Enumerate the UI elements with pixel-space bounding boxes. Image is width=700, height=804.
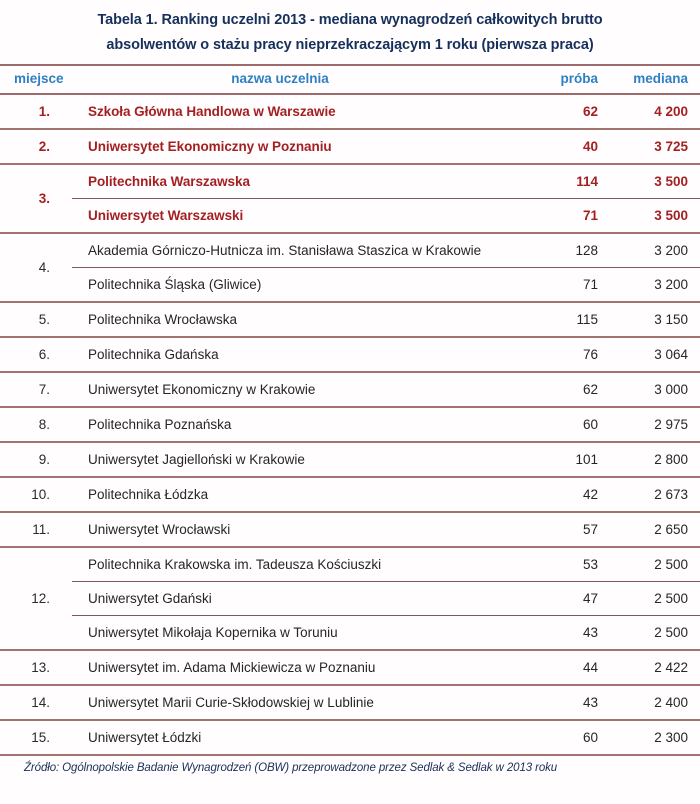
cell-rank: 3. — [0, 164, 72, 233]
table-row — [0, 199, 700, 234]
cell-university-name: Uniwersytet im. Adama Mickiewicza w Poznaniu — [72, 650, 530, 685]
cell-sample-size: 40 — [530, 129, 608, 164]
cell-median-salary: 2 975 — [608, 407, 700, 442]
column-header-rank: miejsce — [0, 65, 72, 94]
table-title-line-2: absolwentów o stażu pracy nieprzekraczającym 1 roku (pierwsza praca) — [106, 37, 594, 53]
table-title — [0, 0, 700, 64]
cell-university-name: Uniwersytet Łódzki — [72, 720, 530, 754]
table-row — [0, 94, 700, 129]
cell-sample-size: 115 — [530, 302, 608, 337]
cell-median-salary: 3 150 — [608, 302, 700, 337]
cell-sample-size: 114 — [530, 164, 608, 199]
ranking-table — [0, 64, 700, 754]
cell-median-salary: 2 300 — [608, 720, 700, 754]
cell-sample-size: 43 — [530, 685, 608, 720]
cell-university-name: Politechnika Warszawska — [72, 164, 530, 199]
cell-university-name: Uniwersytet Mikołaja Kopernika w Toruniu — [72, 616, 530, 651]
cell-rank: 2. — [0, 129, 72, 164]
cell-sample-size: 71 — [530, 268, 608, 303]
cell-university-name: Akademia Górniczo-Hutnicza im. Stanisława Staszica w Krakowie — [72, 233, 530, 268]
cell-rank: 1. — [0, 94, 72, 129]
cell-university-name: Uniwersytet Marii Curie-Skłodowskiej w Lublinie — [72, 685, 530, 720]
cell-rank: 15. — [0, 720, 72, 754]
cell-sample-size: 62 — [530, 94, 608, 129]
cell-rank: 14. — [0, 685, 72, 720]
cell-university-name: Uniwersytet Jagielloński w Krakowie — [72, 442, 530, 477]
cell-median-salary: 2 650 — [608, 512, 700, 547]
source-note: Źródło: Ogólnopolskie Badanie Wynagrodzeń (OBW) przeprowadzone przez Sedlak & Sedlak w 2013 roku — [24, 762, 558, 774]
cell-rank: 9. — [0, 442, 72, 477]
cell-median-salary: 3 064 — [608, 337, 700, 372]
cell-sample-size: 71 — [530, 199, 608, 234]
cell-university-name: Uniwersytet Wrocławski — [72, 512, 530, 547]
cell-sample-size: 57 — [530, 512, 608, 547]
table-title-line-1: Tabela 1. Ranking uczelni 2013 - mediana wynagrodzeń całkowitych brutto — [97, 12, 603, 28]
cell-rank: 12. — [0, 547, 72, 650]
table-row — [0, 547, 700, 582]
cell-university-name: Politechnika Śląska (Gliwice) — [72, 268, 530, 303]
table-row — [0, 302, 700, 337]
cell-rank: 6. — [0, 337, 72, 372]
cell-median-salary: 2 500 — [608, 582, 700, 616]
column-header-name: nazwa uczelnia — [72, 65, 530, 94]
table-row — [0, 233, 700, 268]
header-row — [0, 65, 700, 94]
cell-university-name: Politechnika Wrocławska — [72, 302, 530, 337]
cell-university-name: Politechnika Poznańska — [72, 407, 530, 442]
cell-median-salary: 3 000 — [608, 372, 700, 407]
cell-sample-size: 47 — [530, 582, 608, 616]
cell-median-salary: 2 422 — [608, 650, 700, 685]
cell-rank: 10. — [0, 477, 72, 512]
table-row — [0, 407, 700, 442]
cell-median-salary: 2 400 — [608, 685, 700, 720]
cell-sample-size: 43 — [530, 616, 608, 651]
cell-median-salary: 3 200 — [608, 233, 700, 268]
cell-university-name: Uniwersytet Ekonomiczny w Krakowie — [72, 372, 530, 407]
cell-sample-size: 53 — [530, 547, 608, 582]
cell-median-salary: 2 673 — [608, 477, 700, 512]
cell-median-salary: 2 500 — [608, 616, 700, 651]
cell-median-salary: 3 500 — [608, 199, 700, 234]
cell-university-name: Politechnika Gdańska — [72, 337, 530, 372]
table-row — [0, 442, 700, 477]
column-header-median: mediana — [608, 65, 700, 94]
cell-rank: 7. — [0, 372, 72, 407]
table-row — [0, 164, 700, 199]
table-row — [0, 720, 700, 754]
cell-sample-size: 44 — [530, 650, 608, 685]
cell-median-salary: 3 725 — [608, 129, 700, 164]
table-row — [0, 372, 700, 407]
cell-university-name: Szkoła Główna Handlowa w Warszawie — [72, 94, 530, 129]
cell-sample-size: 76 — [530, 337, 608, 372]
cell-university-name: Politechnika Krakowska im. Tadeusza Kościuszki — [72, 547, 530, 582]
cell-median-salary: 4 200 — [608, 94, 700, 129]
table-row — [0, 477, 700, 512]
table-row — [0, 616, 700, 651]
cell-sample-size: 42 — [530, 477, 608, 512]
cell-university-name: Uniwersytet Gdański — [72, 582, 530, 616]
cell-median-salary: 2 500 — [608, 547, 700, 582]
cell-sample-size: 62 — [530, 372, 608, 407]
column-header-sample: próba — [530, 65, 608, 94]
table-body — [0, 94, 700, 754]
cell-rank: 5. — [0, 302, 72, 337]
cell-median-salary: 3 500 — [608, 164, 700, 199]
table-row — [0, 650, 700, 685]
cell-median-salary: 2 800 — [608, 442, 700, 477]
cell-sample-size: 128 — [530, 233, 608, 268]
table-row — [0, 512, 700, 547]
cell-rank: 8. — [0, 407, 72, 442]
table-row — [0, 129, 700, 164]
cell-sample-size: 101 — [530, 442, 608, 477]
cell-university-name: Politechnika Łódzka — [72, 477, 530, 512]
table-row — [0, 582, 700, 616]
cell-rank: 4. — [0, 233, 72, 302]
cell-sample-size: 60 — [530, 407, 608, 442]
cell-university-name: Uniwersytet Ekonomiczny w Poznaniu — [72, 129, 530, 164]
cell-median-salary: 3 200 — [608, 268, 700, 303]
table-row — [0, 337, 700, 372]
cell-rank: 13. — [0, 650, 72, 685]
cell-sample-size: 60 — [530, 720, 608, 754]
cell-rank: 11. — [0, 512, 72, 547]
table-row — [0, 268, 700, 303]
table-header — [0, 65, 700, 94]
table-row — [0, 685, 700, 720]
cell-university-name: Uniwersytet Warszawski — [72, 199, 530, 234]
